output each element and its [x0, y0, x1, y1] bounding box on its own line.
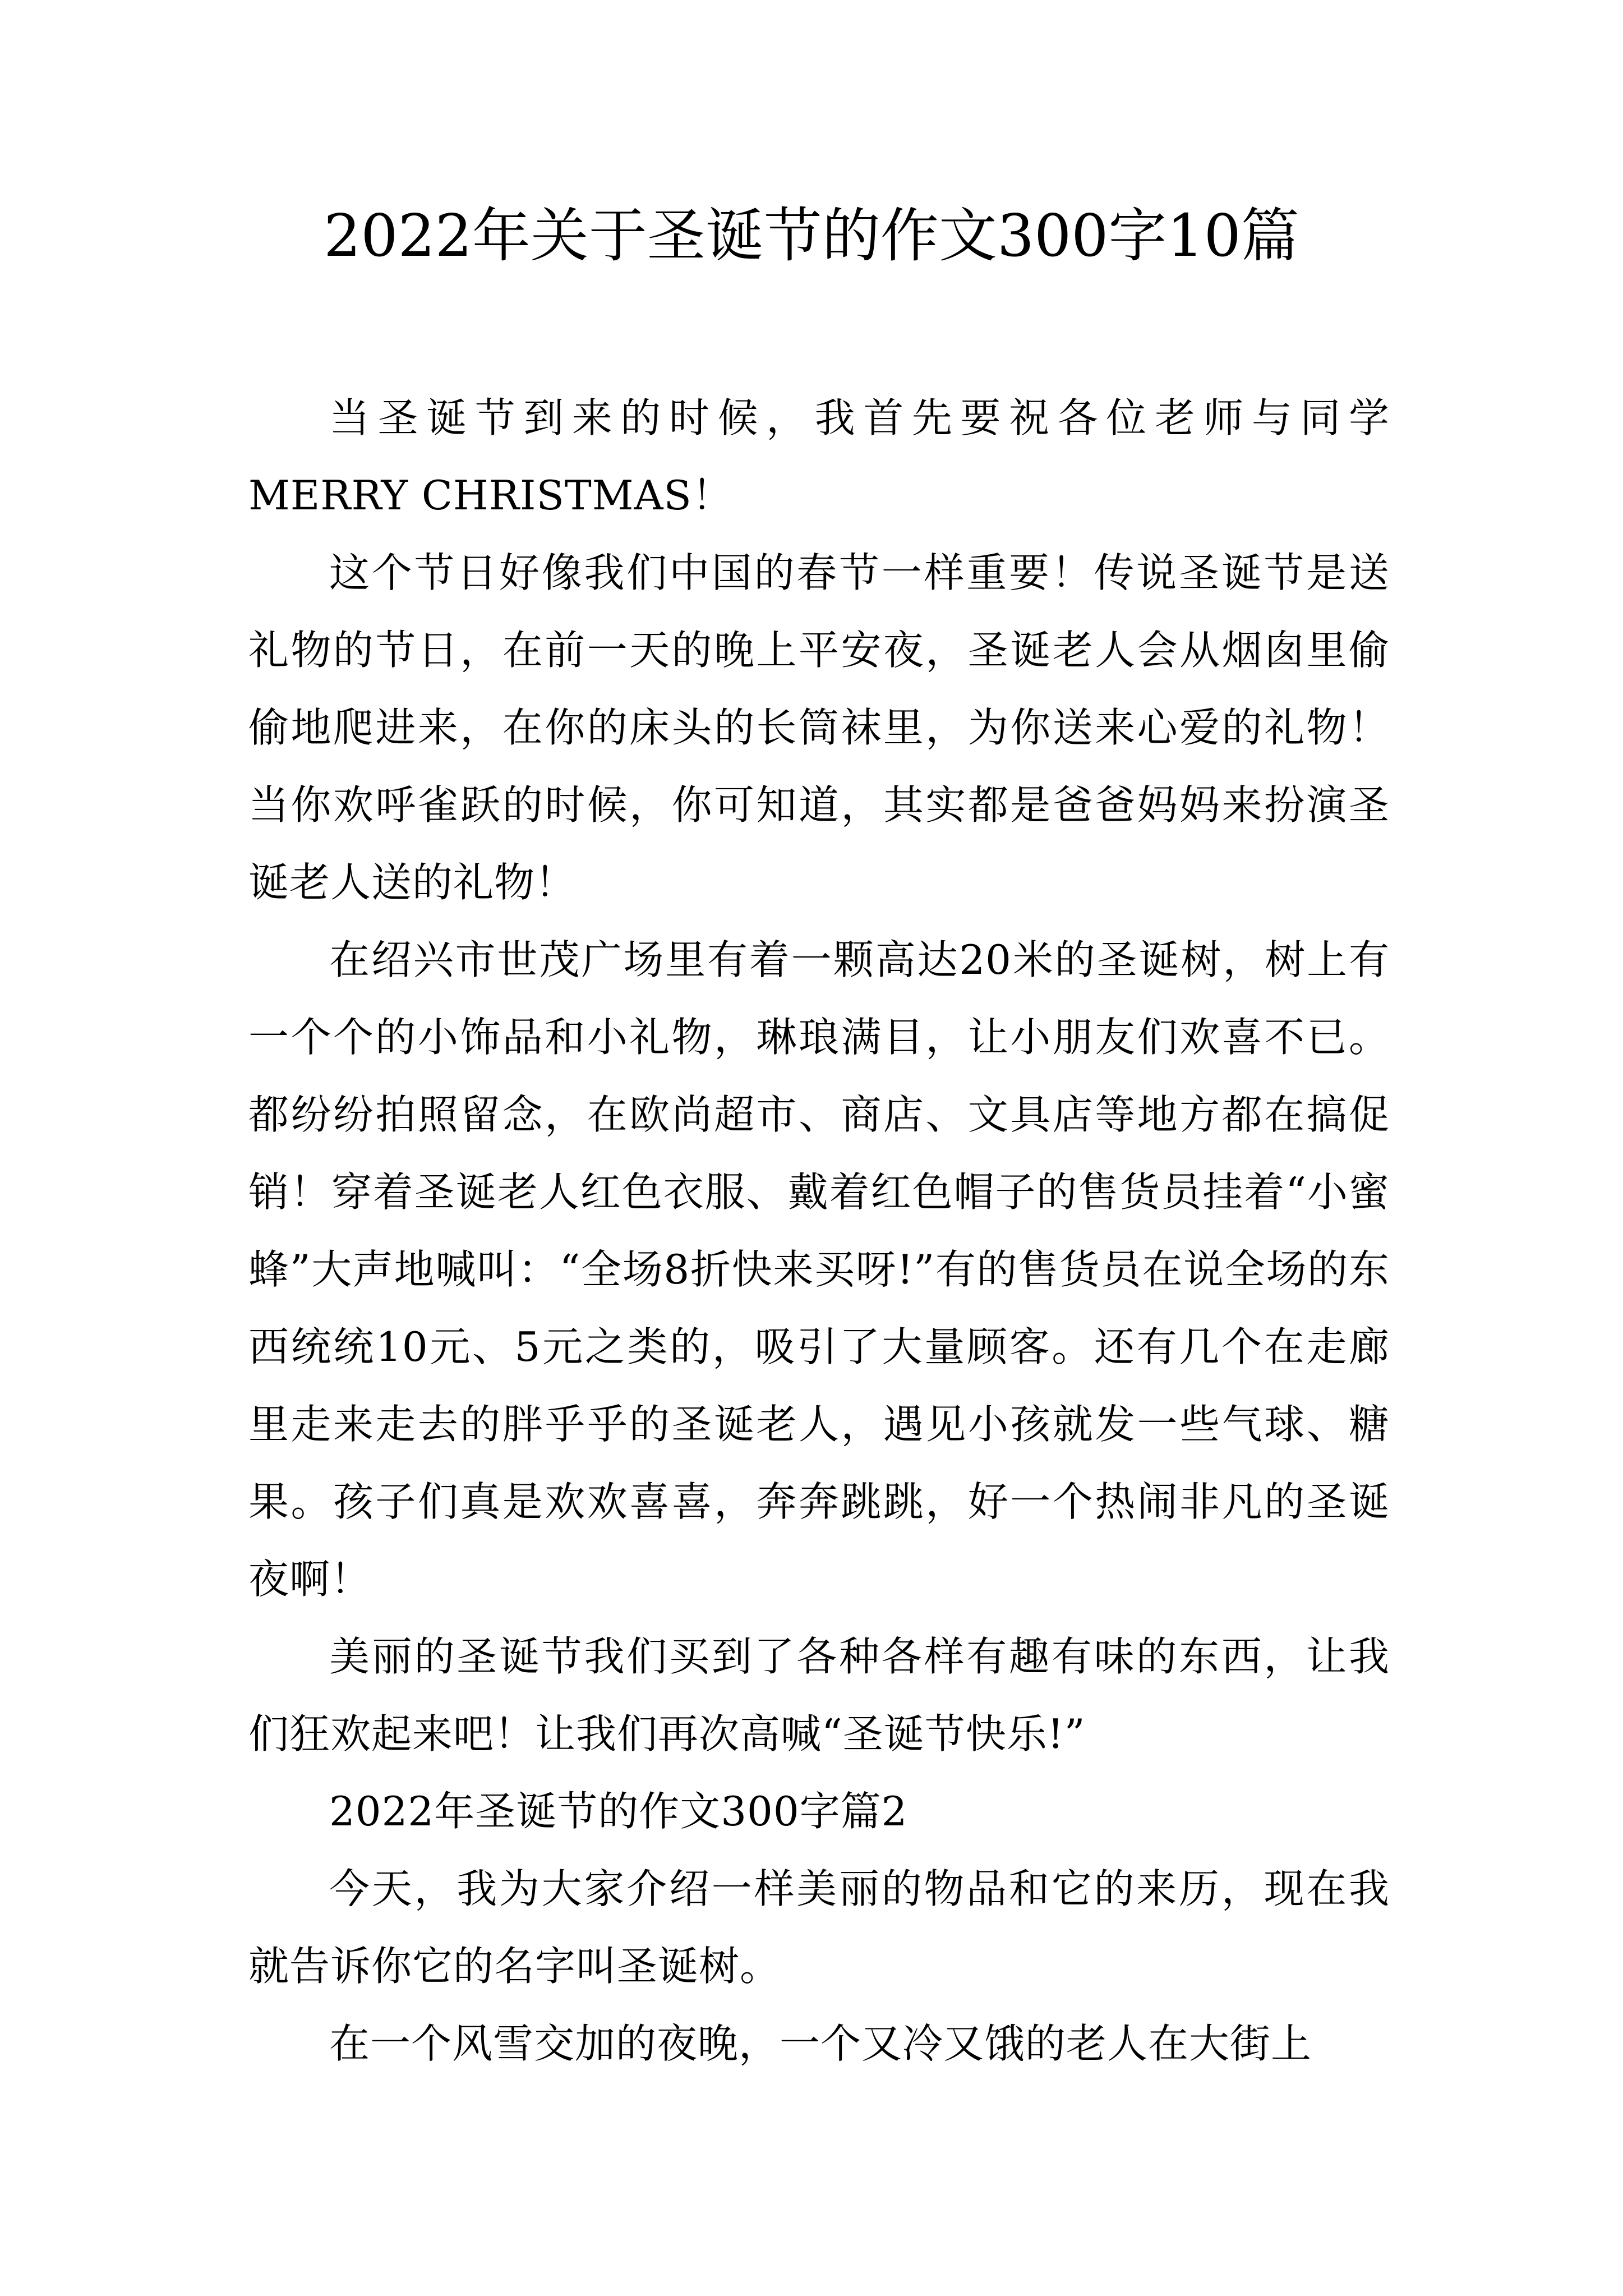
paragraph-shaoxing-plaza: 在绍兴市世茂广场里有着一颗高达20米的圣诞树，树上有一个个的小饰品和小礼物，琳琅满目，让小朋友们欢喜不已。都纷纷拍照留念，在欧尚超市、商店、文具店等地方都在搞促销！穿着圣诞老人红色衣服、戴着红色帽子的售货员挂着“小蜜蜂”大声地喊叫：“全场8折快来买呀!”有的售货员在说全场的东西统统10元、5元之类的，吸引了大量顾客。还有几个在走廊里走来走去的胖乎乎的圣诞老人，遇见小孩就发一些气球、糖果。孩子们真是欢欢喜喜，奔奔跳跳，好一个热闹非凡的圣诞夜啊！ [248, 936, 1390, 1603]
paragraph-greeting: 当圣诞节到来的时候，我首先要祝各位老师与同学MERRY CHRISTMAS！ [248, 394, 1390, 519]
paragraph-snowy-night: 在一个风雪交加的夜晚，一个又冷又饿的老人在大街上 [329, 2020, 1312, 2067]
document-title: 2022年关于圣诞节的作文300字10篇 [324, 201, 1299, 270]
document-body [248, 379, 1390, 2082]
section-heading-2: 2022年圣诞节的作文300字篇2 [329, 1788, 908, 1835]
paragraph-gift-legend: 这个节日好像我们中国的春节一样重要！传说圣诞节是送礼物的节日，在前一天的晚上平安夜，圣诞老人会从烟囱里偷偷地爬进来，在你的床头的长筒袜里，为你送来心爱的礼物！当你欢呼雀跃的时候，你可知道，其实都是爸爸妈妈来扮演圣诞老人送的礼物！ [248, 549, 1390, 906]
paragraph-celebrate: 美丽的圣诞节我们买到了各种各样有趣有味的东西，让我们狂欢起来吧！让我们再次高喊“圣诞节快乐!” [248, 1633, 1390, 1757]
paragraph-christmas-tree-intro: 今天，我为大家介绍一样美丽的物品和它的来历，现在我就告诉你它的名字叫圣诞树。 [248, 1865, 1390, 1990]
